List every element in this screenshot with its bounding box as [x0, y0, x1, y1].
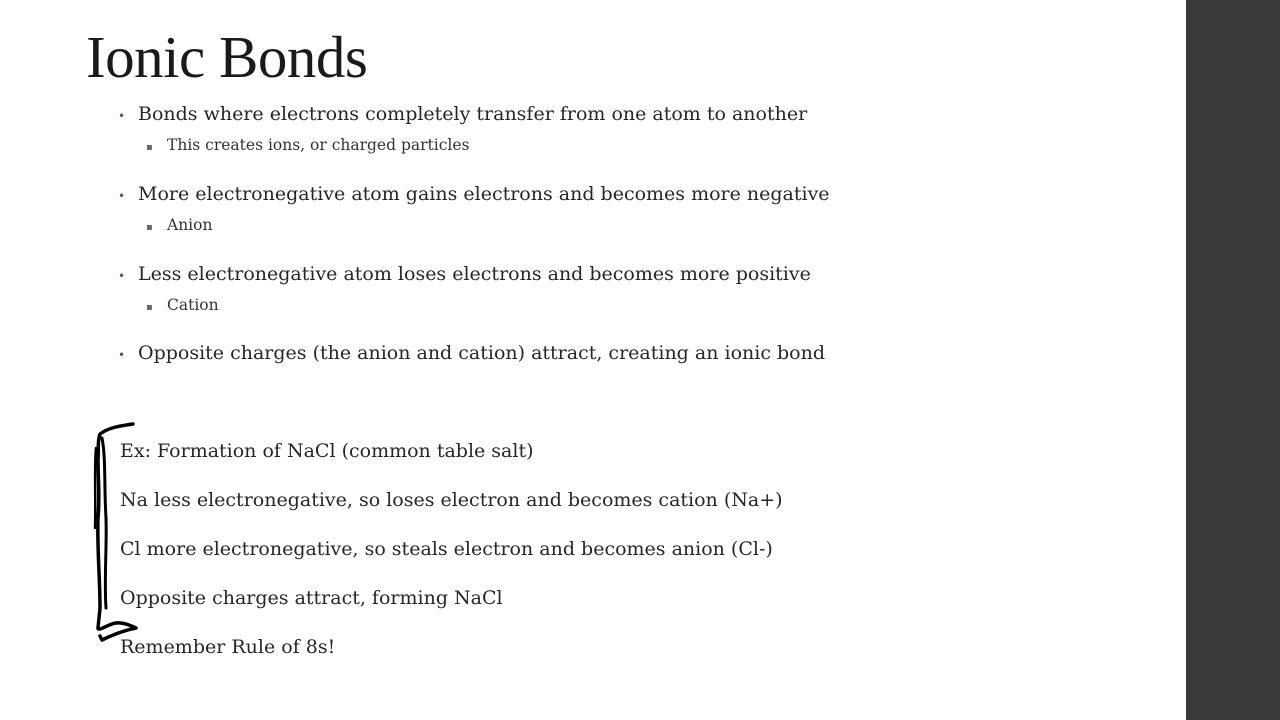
handwritten-bracket-annotation [88, 418, 148, 654]
sub-bullet-text: Cation [167, 296, 219, 314]
bullet-text: Bonds where electrons completely transfer from one atom to another [138, 103, 808, 125]
bracket-stroke-outer [95, 448, 96, 528]
bullet-text: Opposite charges (the anion and cation) attract, creating an ionic bond [138, 342, 825, 364]
example-line: Na less electronegative, so loses electron and becomes cation (Na+) [120, 489, 783, 511]
example-line: Remember Rule of 8s! [120, 636, 336, 658]
bullet-text: More electronegative atom gains electrons and becomes more negative [138, 183, 830, 205]
sub-bullet-icon: ▪ [146, 302, 153, 313]
slide-title: Ionic Bonds [86, 24, 368, 90]
example-line: Cl more electronegative, so steals electron and becomes anion (Cl-) [120, 538, 773, 560]
bullet-text: Less electronegative atom loses electrons and becomes more positive [138, 263, 811, 285]
sub-bullet-item [146, 215, 212, 238]
bullet-item [118, 262, 811, 288]
bullet-item [118, 341, 825, 367]
sub-bullet-text: Anion [167, 216, 213, 234]
right-sidebar-band [1186, 0, 1280, 720]
sub-bullet-icon: ▪ [146, 222, 153, 233]
example-line: Ex: Formation of NaCl (common table salt) [120, 440, 534, 462]
sub-bullet-item [146, 295, 219, 318]
example-line: Opposite charges attract, forming NaCl [120, 587, 503, 609]
bullet-icon: • [118, 348, 126, 362]
sub-bullet-text: This creates ions, or charged particles [167, 136, 470, 154]
bullet-item [118, 102, 807, 128]
bullet-icon: • [118, 109, 126, 123]
bullet-item [118, 182, 830, 208]
sub-bullet-icon: ▪ [146, 142, 153, 153]
bullet-icon: • [118, 189, 126, 203]
sub-bullet-item [146, 135, 469, 158]
bullet-icon: • [118, 269, 126, 283]
bracket-stroke-inner [102, 438, 106, 608]
